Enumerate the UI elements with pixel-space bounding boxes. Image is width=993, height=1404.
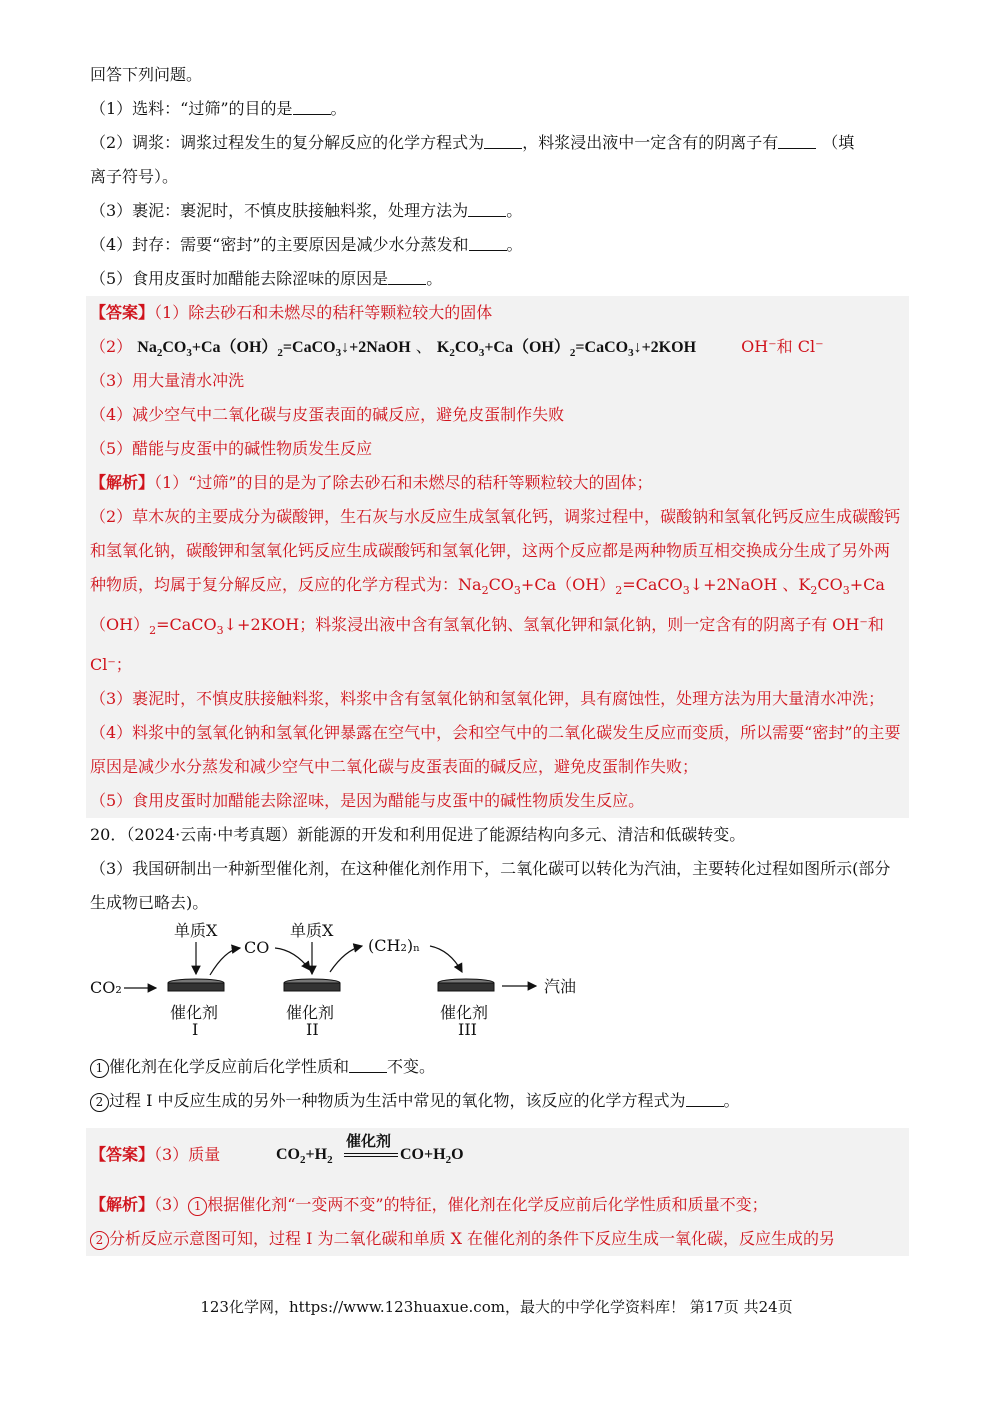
answer-line-3: （3）用大量清水冲洗 bbox=[90, 371, 245, 390]
analysis-paragraph-2: （2）草木灰的主要成分为碳酸钾，生石灰与水反应生成氢氧化钙，调浆过程中，碳酸钠和氢氧化钙反应生成碳酸钙和氢氧化钠，碳酸钾和氢氧化钙反应生成碳酸钙和氢氧化钾，这两个反应都是两种物质互相交换成分生成了另外两种物质，均属于复分解反应，反应的化学方程式为：$Na_2CO_3+Ca(OH)_2=CaCO_3↓+2NaOH$ 、$K_2CO_3+Ca(OH)_2=CaCO_3↓+2KOH$；料浆浸出液中含有氢氧化钠、氢氧化钾和氯化钠，则一定含有的阴离子有 OH⁻和 Cl⁻； bbox=[90, 507, 901, 675]
answer-blank[interactable] bbox=[778, 132, 816, 149]
answer-blank[interactable] bbox=[293, 98, 331, 115]
label-gasoline: 汽油 bbox=[544, 977, 577, 997]
catalyst-num-3: III bbox=[458, 1020, 477, 1040]
answer-blank[interactable] bbox=[469, 234, 507, 251]
answer-blank[interactable] bbox=[468, 200, 506, 217]
question-20-stem: （3）我国研制出一种新型催化剂，在这种催化剂作用下，二氧化碳可以转化为汽油，主要转化过程如图所示(部分生成物已略去)。 bbox=[90, 859, 891, 913]
answer-line-4: （4）减少空气中二氧化碳与皮蛋表面的碱反应，避免皮蛋制作失败 bbox=[90, 405, 565, 424]
equation-k2co3: $K_2CO_3+Ca(OH)_2=CaCO_3↓+2KOH$ bbox=[436, 339, 697, 360]
label-co: CO bbox=[244, 938, 270, 958]
question-20-sub-2: 2 过程 I 中反应生成的另外一种物质为生活中常见的氧化物，该反应的化学方程式为 。 bbox=[90, 1084, 905, 1118]
reaction-diagram bbox=[90, 920, 905, 1050]
label-co2: CO₂ bbox=[90, 978, 122, 998]
answer-line-1: 【答案】（1）除去砂石和未燃尽的秸秆等颗粒较大的固体 bbox=[90, 303, 493, 322]
analysis-paragraph-4: （4）料浆中的氢氧化钠和氢氧化钾暴露在空气中，会和空气中的二氧化碳发生反应而变质，所以需要“密封”的主要原因是减少水分蒸发和减少空气中二氧化碳与皮蛋表面的碱反应，避免皮蛋制作失败； bbox=[90, 723, 901, 777]
catalyst-label-1: 催化剂 bbox=[170, 1003, 219, 1023]
question-20-title: 20．（2024·云南·中考真题）新能源的开发和利用促进了能源结构向多元、清洁和低碳转变。 bbox=[90, 825, 746, 845]
answer-blank[interactable] bbox=[484, 132, 522, 149]
catalyst-label-2: 催化剂 bbox=[286, 1003, 335, 1023]
page-content bbox=[90, 58, 905, 1256]
answer-block-2 bbox=[86, 1128, 909, 1256]
equation-co-h2o: $CO+H_2O$ bbox=[400, 1146, 464, 1167]
label-ch2n: (CH₂)ₙ bbox=[368, 936, 421, 956]
equation-co2-h2: $CO_2+H_2$ bbox=[276, 1146, 333, 1167]
answer-line-5: （5）醋能与皮蛋中的碱性物质发生反应 bbox=[90, 439, 373, 458]
reactant-x-1: 单质X bbox=[174, 921, 218, 941]
analysis-paragraph-3: （3）裹泥时，不慎皮肤接触料浆，料浆中含有氢氧化钠和氢氧化钾，具有腐蚀性，处理方法为用大量清水冲洗； bbox=[90, 689, 885, 709]
answer-blank[interactable] bbox=[686, 1090, 724, 1107]
analysis-paragraph-5: （5）食用皮蛋时加醋能去除涩味，是因为醋能与皮蛋中的碱性物质发生反应。 bbox=[90, 791, 645, 811]
question-3: （3）裹泥：裹泥时，不慎皮肤接触料浆，处理方法为 。 bbox=[90, 201, 523, 220]
intro-line: 回答下列问题。 bbox=[90, 65, 203, 84]
question-20-sub-1: 1 催化剂在化学反应前后化学性质和 不变。 bbox=[90, 1050, 905, 1084]
catalyst-num-2: II bbox=[306, 1020, 319, 1040]
analysis-line-1: 【解析】（1）“过筛”的目的是为了除去砂石和未燃尽的秸秆等颗粒较大的固体； bbox=[90, 473, 653, 492]
question-2: （2）调浆：调浆过程发生的复分解反应的化学方程式为 ，料浆浸出液中一定含有的阴离子有 （填 bbox=[90, 133, 855, 152]
analysis-2-line-1: 【解析】（3） 1 根据催化剂“一变两不变”的特征，催化剂在化学反应前后化学性质和质量不变； bbox=[90, 1195, 768, 1215]
question-1: （1）选料：“过筛”的目的是 。 bbox=[90, 99, 347, 118]
question-5: （5）食用皮蛋时加醋能去除涩味的原因是 。 bbox=[90, 269, 443, 288]
equation-na2co3: $Na_2CO_3+Ca(OH)_2=CaCO_3↓+2NaOH$ bbox=[137, 339, 411, 360]
catalyst-num-1: I bbox=[192, 1020, 199, 1040]
catalyst-label-3: 催化剂 bbox=[440, 1003, 489, 1023]
answer-blank[interactable] bbox=[388, 268, 426, 285]
answer-blank[interactable] bbox=[349, 1056, 387, 1073]
question-4: （4）封存：需要“密封”的主要原因是减少水分蒸发和 。 bbox=[90, 235, 523, 254]
answer-2-line: 【答案】（3）质量 $CO_2+H_2$ 催化剂 $CO+H_2O$ bbox=[90, 1128, 905, 1178]
equals-sign bbox=[344, 1153, 398, 1157]
answer-line-2: （2） $Na_2CO_3+Ca(OH)_2=CaCO_3↓+2NaOH$ 、 $K_2CO_3+Ca(OH)_2=CaCO_3↓+2KOH$ OH⁻和 Cl⁻ bbox=[90, 337, 824, 360]
question-2-cont: 离子符号）。 bbox=[90, 167, 179, 186]
answer-block-1 bbox=[86, 296, 909, 818]
reactant-x-2: 单质X bbox=[290, 921, 334, 941]
analysis-2-line-2: 2 分析反应示意图可知，过程 I 为二氧化碳和单质 X 在催化剂的条件下反应生成一氧化碳，反应生成的另 bbox=[90, 1222, 905, 1256]
page-footer: 123化学网，https://www.123huaxue.com，最大的中学化学资料库！ 第17页 共24页 bbox=[200, 1298, 793, 1316]
reaction-condition: 催化剂 bbox=[346, 1132, 392, 1151]
